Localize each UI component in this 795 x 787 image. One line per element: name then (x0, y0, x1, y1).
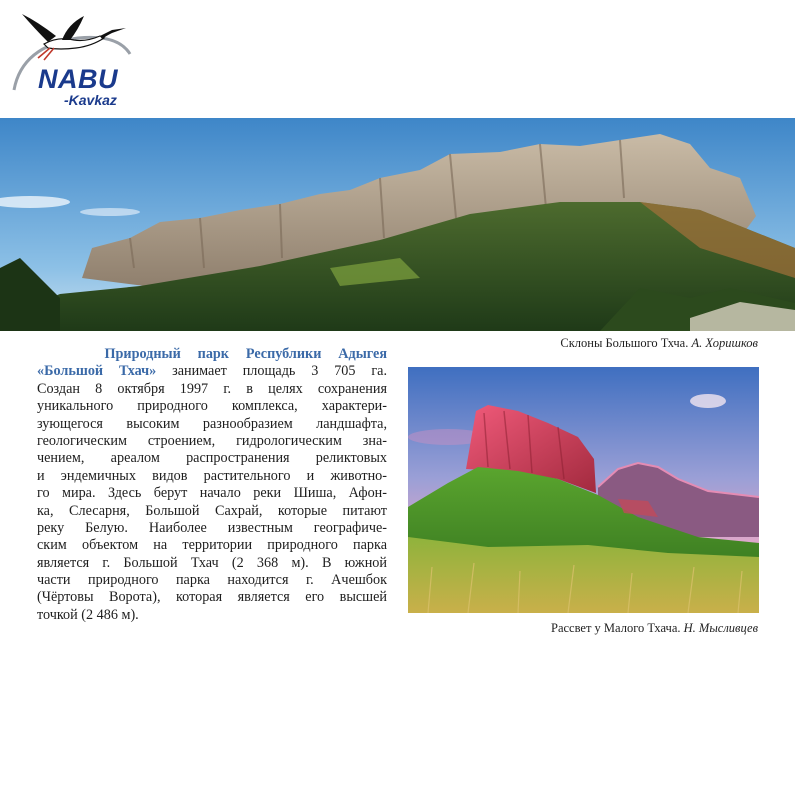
logo-subtitle: -Kavkaz (64, 92, 117, 108)
banner-caption (560, 336, 758, 351)
photo-caption-text: Рассвет у Малого Тхача. (551, 621, 684, 635)
photo-caption-author: Н. Мысливцев (683, 621, 758, 635)
article-line: ка, Слесарня, Большой Сахрай, которые питают (37, 502, 387, 519)
article-line: ским объектом на территории природного парка (37, 537, 387, 554)
article-line: геологическим строением, гидрологическим зна- (37, 432, 387, 449)
article-line: точкой (2 486 м). (37, 606, 139, 623)
banner-photo (0, 118, 795, 331)
banner-caption-author: А. Хоришков (691, 336, 758, 350)
article-line: «Большой Тхач» занимает площадь 3 705 га. (37, 363, 387, 380)
sunrise-photo (408, 367, 759, 613)
article-title: Природный парк Республики Адыгея (104, 346, 388, 362)
article-line: чением, ареалом распространения реликтовых (37, 450, 387, 467)
article-line: и эндемичных видов растительного и животно- (37, 467, 387, 484)
article-line: реку Белую. Наиболее известным географиче- (37, 519, 387, 536)
article-line: го мира. Здесь берут начало реки Шиша, Афон- (37, 485, 387, 502)
article-title-park: «Большой Тхач» (37, 363, 157, 380)
article-line: уникального природного комплекса, характери- (37, 398, 387, 415)
article-line: (Чёртовы Ворота), которая является его высшей (37, 589, 387, 606)
nabu-logo (8, 6, 158, 110)
banner-caption-text: Склоны Большого Тхча. (560, 336, 692, 350)
article-line: части природного парка находится г. Ачешбок (37, 572, 387, 589)
photo-caption (551, 621, 758, 636)
article-line (37, 346, 387, 363)
article-text (37, 346, 387, 624)
article-line: является г. Большой Тхач (2 368 м). В южной (37, 554, 387, 571)
article-line: Создан 8 октября 1997 г. в целях сохранения (37, 380, 387, 397)
logo-name: NABU (38, 64, 118, 94)
article-line: зующегося высоким разнообразием ландшафта, (37, 415, 387, 432)
